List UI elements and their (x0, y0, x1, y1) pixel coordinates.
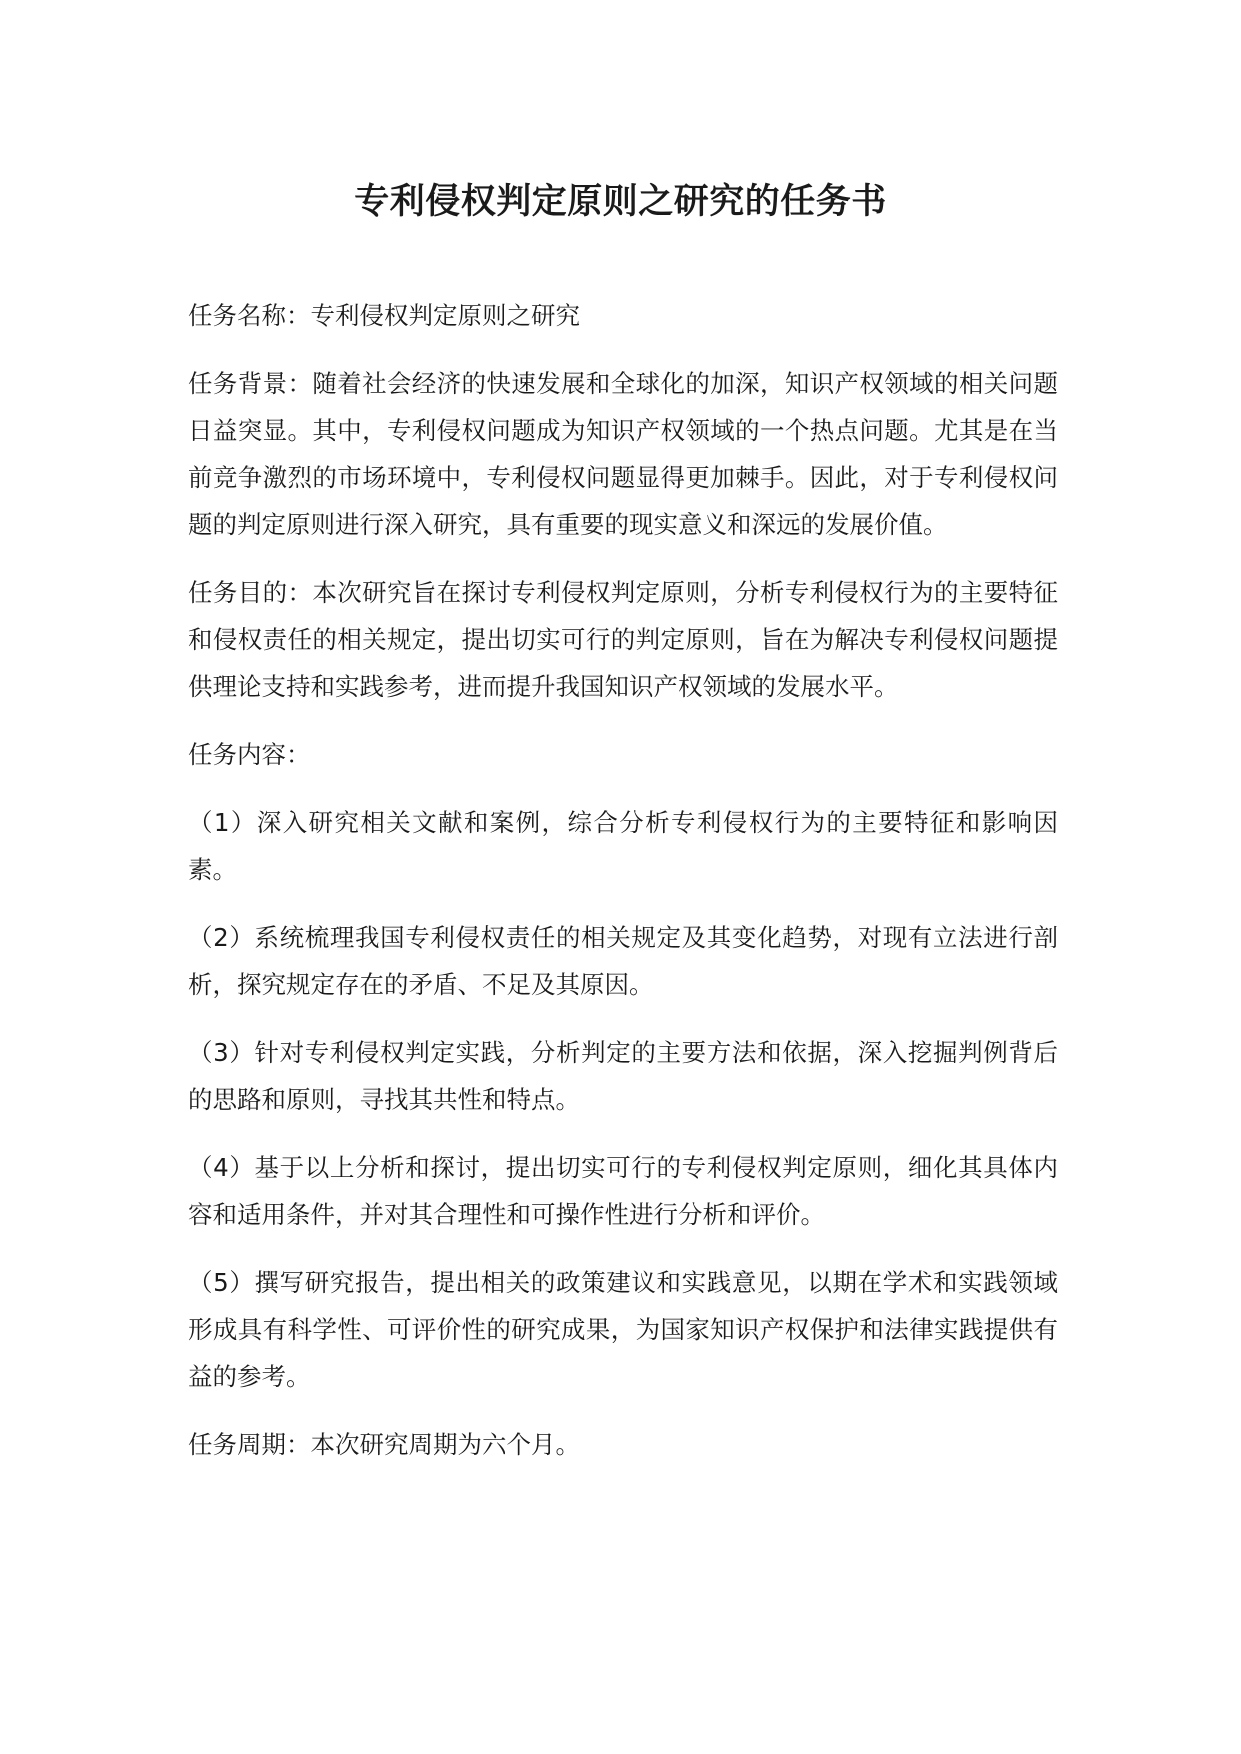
task-period-paragraph: 任务周期：本次研究周期为六个月。 (188, 1430, 580, 1459)
task-purpose-paragraph: 任务目的：本次研究旨在探讨专利侵权判定原则，分析专利侵权行为的主要特征和侵权责任的相关规定，提出切实可行的判定原则，旨在为解决专利侵权问题提供理论支持和实践参考，进而提升我国知识产权领域的发展水平。 (188, 578, 1058, 701)
task-content-heading: 任务内容： (188, 740, 311, 769)
document-body (188, 292, 1058, 1489)
task-content-item-5: （5）撰写研究报告，提出相关的政策建议和实践意见，以期在学术和实践领域形成具有科学性、可评价性的研究成果，为国家知识产权保护和法律实践提供有益的参考。 (188, 1268, 1058, 1391)
task-content-item-2: （2）系统梳理我国专利侵权责任的相关规定及其变化趋势，对现有立法进行剖析，探究规定存在的矛盾、不足及其原因。 (188, 923, 1058, 999)
task-content-item-3: （3）针对专利侵权判定实践，分析判定的主要方法和依据，深入挖掘判例背后的思路和原则，寻找其共性和特点。 (188, 1038, 1058, 1114)
task-content-item-1: （1）深入研究相关文献和案例，综合分析专利侵权行为的主要特征和影响因素。 (188, 808, 1058, 884)
task-name-paragraph: 任务名称：专利侵权判定原则之研究 (188, 301, 580, 330)
document-title: 专利侵权判定原则之研究的任务书 (354, 182, 887, 222)
task-content-item-4: （4）基于以上分析和探讨，提出切实可行的专利侵权判定原则，细化其具体内容和适用条件，并对其合理性和可操作性进行分析和评价。 (188, 1153, 1058, 1229)
task-background-paragraph: 任务背景：随着社会经济的快速发展和全球化的加深，知识产权领域的相关问题日益突显。其中，专利侵权问题成为知识产权领域的一个热点问题。尤其是在当前竞争激烈的市场环境中，专利侵权问题显得更加棘手。因此，对于专利侵权问题的判定原则进行深入研究，具有重要的现实意义和深远的发展价值。 (188, 369, 1058, 539)
